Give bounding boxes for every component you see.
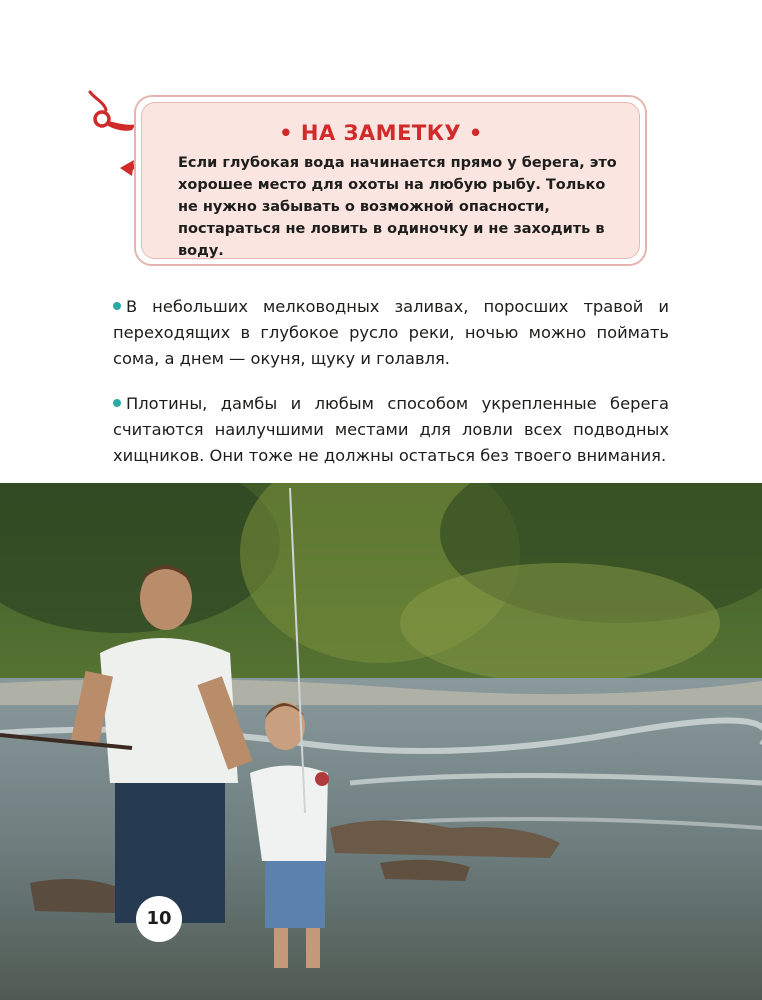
note-title: • НА ЗАМЕТКУ • <box>279 121 483 145</box>
paragraph-shallow-bays <box>113 294 669 372</box>
note-text: Если глубокая вода начинается прямо у берега, это хорошее место для охоты на любую рыбу. Только не нужно забывать о возможной опасности, постараться не ловить в одиночку и не заходить в воду. <box>178 155 617 259</box>
paragraph-text: В небольших мелководных заливах, поросших травой и переходящих в глубокое русло реки, ночью можно поймать сома, а днем — окуня, щуку и голавля. <box>113 297 669 368</box>
bullet-icon <box>113 302 121 310</box>
page-number: 10 <box>136 896 182 942</box>
bullet-icon <box>113 399 121 407</box>
paragraph-text: Плотины, дамбы и любым способом укрепленные берега считаются наилучшими местами для ловли всех подводных хищников. Они тоже не должны остаться без твоего внимания. <box>113 394 669 465</box>
photo-father-son-fishing <box>0 483 762 1000</box>
paragraph-dams <box>113 391 669 469</box>
